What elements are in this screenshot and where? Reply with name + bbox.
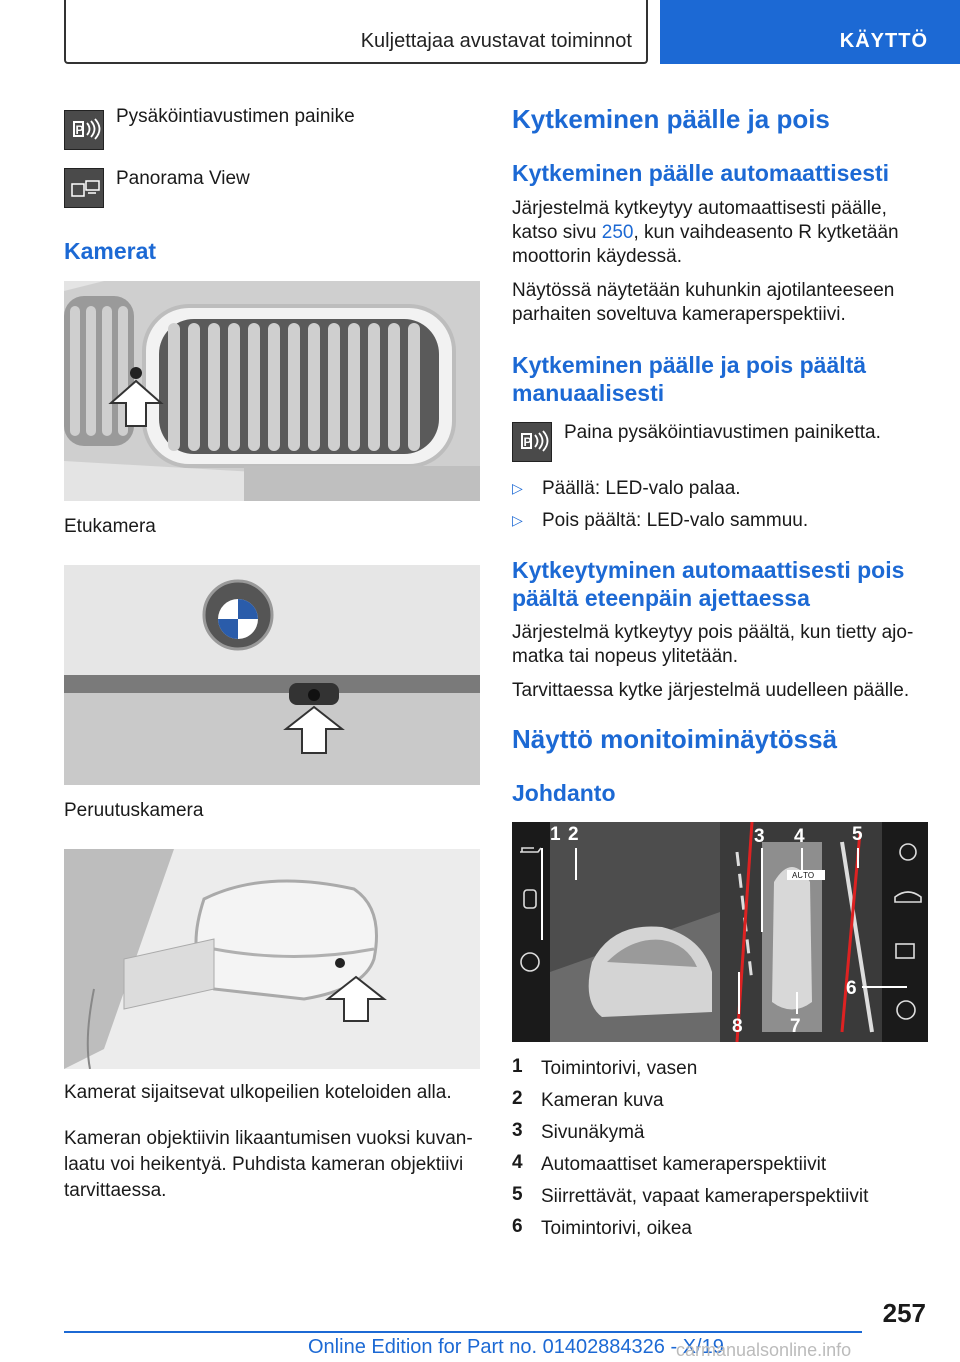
legend-number: 6 <box>512 1216 523 1237</box>
header-chapter-tab <box>660 0 960 64</box>
legend-text: Siirrettävät, vapaat kameraperspektiivit <box>541 1186 869 1207</box>
icon-label-parking: Pysäköintiavustimen painike <box>116 106 355 127</box>
screen-number-8: 8 <box>732 1016 743 1037</box>
auto-line2 <box>512 220 899 246</box>
page-link-250[interactable]: 250 <box>601 222 634 243</box>
header-section-tab <box>64 0 648 64</box>
screen-number-1: 1 <box>550 824 561 845</box>
legend-number: 3 <box>512 1120 523 1141</box>
press-instruction: Paina pysäköintiavustimen painiketta. <box>564 422 881 443</box>
heading-intro: Johdanto <box>512 780 616 806</box>
heading-auto-off-l2: päältä eteenpäin ajettaessa <box>512 585 810 611</box>
legend-number: 4 <box>512 1152 523 1173</box>
screen-number-5: 5 <box>852 824 863 845</box>
auto2-line1: Näytössä näytetään kuhunkin ajotilanteeseen <box>512 280 895 301</box>
parking-assistant-icon-2 <box>512 422 552 462</box>
parking-assistant-icon <box>64 110 104 150</box>
caption-front-camera: Etukamera <box>64 516 156 537</box>
bullet-triangle-icon: ▷ <box>512 512 523 528</box>
screen-number-6: 6 <box>846 978 857 999</box>
front-camera-image <box>64 281 480 501</box>
control-display-image <box>512 822 928 1042</box>
heading-auto-off-l1: Kytkeytyminen automaattisesti pois <box>512 557 905 583</box>
off2-line: Tarvittaessa kytke järjestelmä uudelleen päälle. <box>512 680 910 701</box>
para-lens-line2: laatu voi heikentyä. Puhdista kameran objektiivi <box>64 1154 464 1175</box>
legend-text: Kameran kuva <box>541 1090 664 1111</box>
svg-text:P: P <box>523 435 532 449</box>
bullet-triangle-icon: ▷ <box>512 480 523 496</box>
header-chapter-title: KÄYTTÖ <box>839 30 928 52</box>
caption-rear-camera: Peruutuskamera <box>64 800 204 821</box>
page-number: 257 <box>882 1298 926 1328</box>
heading-monitor: Näyttö monitoiminäytössä <box>512 724 838 754</box>
bullet-off: Pois päältä: LED-valo sammuu. <box>542 510 809 531</box>
screen-number-7: 7 <box>790 1016 801 1037</box>
legend-text: Automaattiset kameraperspektiivit <box>541 1154 827 1175</box>
heading-auto-on: Kytkeminen päälle automaattisesti <box>512 160 890 186</box>
screen-number-3: 3 <box>754 826 765 847</box>
off-line2: matka tai nopeus ylitetään. <box>512 646 739 667</box>
auto-line3: moottorin käydessä. <box>512 246 683 267</box>
off-line1: Järjestelmä kytkeytyy pois päältä, kun tietty ajo- <box>512 622 914 643</box>
auto2-line2: parhaiten soveltuva kameraperspektiivi. <box>512 304 846 325</box>
rear-camera-image <box>64 565 480 785</box>
footer-divider <box>64 1331 862 1333</box>
mirror-camera-image <box>64 849 480 1069</box>
legend-text: Toimintorivi, oikea <box>541 1218 692 1239</box>
edition-text: Online Edition for Part no. 01402884326 - X/19 <box>308 1336 724 1358</box>
legend-text: Toimintorivi, vasen <box>541 1058 698 1079</box>
screen-number-2: 2 <box>568 824 579 845</box>
auto-badge: AUTO <box>792 871 815 880</box>
heading-manual-l1: Kytkeminen päälle ja pois päältä <box>512 352 867 378</box>
legend-number: 2 <box>512 1088 523 1109</box>
screen-number-4: 4 <box>794 826 805 847</box>
heading-manual-l2: manuaalisesti <box>512 380 665 406</box>
para-camera-location: Kamerat sijaitsevat ulkopeilien koteloiden alla. <box>64 1082 452 1103</box>
legend-text: Sivunäkymä <box>541 1122 645 1143</box>
auto-line1: Järjestelmä kytkeytyy automaattisesti päälle, <box>512 198 887 219</box>
watermark: carmanualsonline.info <box>676 1340 852 1360</box>
panorama-view-icon <box>64 168 104 208</box>
icon-label-panorama: Panorama View <box>116 168 250 189</box>
legend-number: 1 <box>512 1056 523 1077</box>
svg-text:P: P <box>75 123 84 137</box>
bullet-on: Päällä: LED-valo palaa. <box>542 478 741 499</box>
footer-edition <box>308 1336 724 1359</box>
auto-line2-end: , kun vaihdeasento R kytketään <box>633 222 899 243</box>
heading-kamerat: Kamerat <box>64 238 157 264</box>
heading-on-off: Kytkeminen päälle ja pois <box>512 104 830 134</box>
legend-number: 5 <box>512 1184 523 1205</box>
para-lens-line1: Kameran objektiivin likaantumisen vuoksi kuvan- <box>64 1128 473 1149</box>
header-section-title: Kuljettajaa avustavat toiminnot <box>360 30 632 52</box>
auto-line2-start: katso sivu <box>512 222 602 243</box>
para-lens-line3: tarvittaessa. <box>64 1180 167 1201</box>
